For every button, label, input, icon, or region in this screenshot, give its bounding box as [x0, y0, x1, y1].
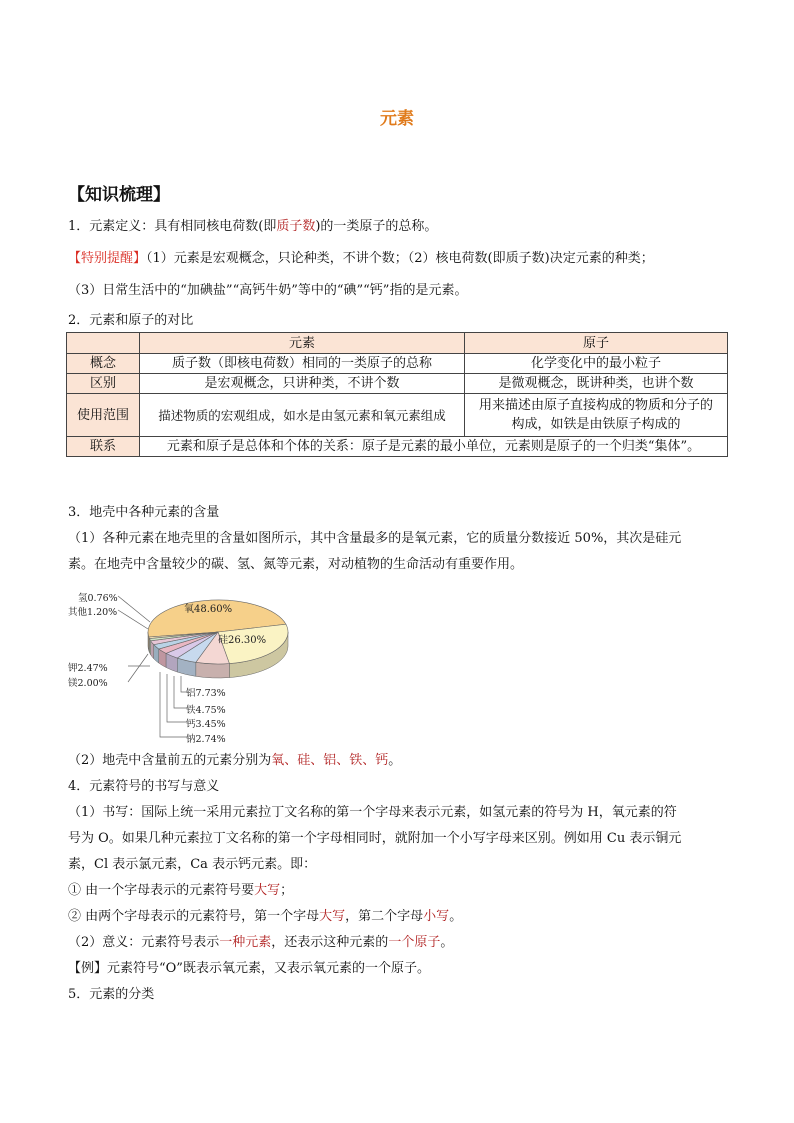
rule-one-prefix: ① 由一个字母表示的元素符号要	[68, 883, 255, 898]
definition-text-prefix: 1．元素定义：具有相同核电荷数(即	[68, 219, 277, 234]
crust-paragraph-line-2: 素。在地壳中含量较少的碳、氢、氮等元素，对动植物的生命活动有重要作用。	[68, 557, 524, 572]
meaning-suffix: 。	[440, 935, 454, 950]
pie-label-hydrogen: 氢0.76%	[78, 593, 118, 604]
table-row	[67, 354, 728, 374]
heading-crust: 3．地壳中各种元素的含量	[68, 505, 220, 520]
crust-top-five	[68, 752, 401, 770]
pie-label-magnesium: 镁2.00%	[68, 678, 108, 689]
meaning-highlight-1: 一种元素	[219, 935, 272, 950]
tip-line-1	[68, 250, 654, 268]
heading-classification: 5．元素的分类	[68, 987, 155, 1002]
crust-pie-chart	[68, 584, 308, 744]
pie-label-iron: 铁4.75%	[186, 705, 226, 716]
meaning-highlight-2: 一个原子	[388, 935, 441, 950]
row-label: 联系	[67, 437, 140, 457]
section-heading: 【知识梳理】	[68, 185, 170, 205]
rule-two-highlight-1: 大写	[319, 909, 346, 924]
heading-comparison: 2．元素和原子的对比	[68, 313, 194, 328]
top-five-highlight: 氧、硅、铝、铁、钙	[271, 753, 389, 768]
symbols-paragraph-line-2: 号为 O。如果几种元素拉丁文名称的第一个字母相同时，就附加一个小写字母来区别。例如用 Cu 表示铜元	[68, 831, 682, 846]
top-five-suffix: 。	[388, 753, 402, 768]
table-row	[67, 374, 728, 394]
paragraph-definition	[68, 218, 437, 236]
rule-two-mid: ，第二个字母	[345, 909, 424, 924]
pie-label-other: 其他1.20%	[68, 607, 118, 618]
pie-leader-line	[118, 596, 150, 622]
tip-line-2: （3）日常生活中的“加碘盐”“高钙牛奶”等中的“碘”“钙”指的是元素。	[68, 283, 468, 298]
table-row	[67, 437, 728, 457]
table-header-atom: 原子	[465, 333, 728, 354]
rule-one	[68, 882, 293, 900]
row-atom-cell: 是微观概念，既讲种类，也讲个数	[465, 374, 728, 394]
pie-label-sodium: 钠2.74%	[186, 734, 226, 745]
symbol-meaning	[68, 934, 453, 952]
row-element-cell: 质子数（即核电荷数）相同的一类原子的总称	[140, 354, 465, 374]
table-header-blank	[67, 333, 140, 354]
rule-one-highlight: 大写	[254, 883, 281, 898]
rule-two-prefix: ② 由两个字母表示的元素符号，第一个字母	[68, 909, 320, 924]
definition-text-suffix: )的一类原子的总称。	[315, 219, 438, 234]
example-line: 【例】元素符号“O”既表示氧元素，又表示氧元素的一个原子。	[68, 961, 430, 976]
tip-text: （1）元素是宏观概念，只论种类，不讲个数；（2）核电荷数(即质子数)决定元素的种类；	[146, 251, 654, 266]
tip-label: 【特别提醒】	[68, 251, 147, 266]
pie-side-9	[149, 637, 150, 653]
comparison-table	[66, 332, 728, 457]
rule-one-suffix: ；	[280, 883, 294, 898]
table-row	[67, 394, 728, 437]
pie-label-aluminum: 铝7.73%	[186, 688, 226, 699]
rule-two	[68, 908, 462, 926]
pie-leader-line	[128, 654, 148, 682]
definition-highlight: 质子数	[276, 219, 316, 234]
row-label: 区别	[67, 374, 140, 394]
rule-two-suffix: 。	[449, 909, 463, 924]
row-element-cell: 是宏观概念，只讲种类，不讲个数	[140, 374, 465, 394]
pie-leader-line	[167, 674, 188, 722]
row-element-cell: 描述物质的宏观组成，如水是由氢元素和氧元素组成	[140, 394, 465, 437]
rule-two-highlight-2: 小写	[423, 909, 450, 924]
pie-label-potassium: 钾2.47%	[68, 663, 108, 674]
pie-leader-line	[118, 610, 148, 629]
row-atom-cell: 用来描述由原子直接构成的物质和分子的构成，如铁是由铁原子构成的	[465, 394, 728, 437]
pie-label-silicon: 硅26.30%	[218, 635, 267, 646]
crust-paragraph-line-1: （1）各种元素在地壳里的含量如图所示，其中含量最多的是氧元素，它的质量分数接近 50%，其次是硅元	[68, 531, 682, 546]
row-atom-cell: 化学变化中的最小粒子	[465, 354, 728, 374]
symbols-paragraph-line-3: 素，Cl 表示氯元素，Ca 表示钙元素。即：	[68, 857, 317, 872]
page-title: 元素	[380, 109, 414, 129]
table-header-row	[67, 333, 728, 354]
top-five-prefix: （2）地壳中含量前五的元素分别为	[68, 753, 272, 768]
row-merged-cell: 元素和原子是总体和个体的关系：原子是元素的最小单位，元素则是原子的一个归类“集体”。	[140, 437, 728, 457]
meaning-mid: ，还表示这种元素的	[271, 935, 389, 950]
meaning-prefix: （2）意义：元素符号表示	[68, 935, 220, 950]
pie-label-oxygen: 氧48.60%	[184, 604, 233, 615]
pie-label-calcium: 钙3.45%	[186, 719, 226, 730]
row-label: 概念	[67, 354, 140, 374]
heading-symbols: 4．元素符号的书写与意义	[68, 779, 220, 794]
pie-side-2	[196, 662, 230, 678]
table-header-element: 元素	[140, 333, 465, 354]
symbols-paragraph-line-1: （1）书写：国际上统一采用元素拉丁文名称的第一个字母来表示元素，如氢元素的符号为 H，氧元素的符	[68, 805, 677, 820]
row-label: 使用范围	[67, 394, 140, 437]
